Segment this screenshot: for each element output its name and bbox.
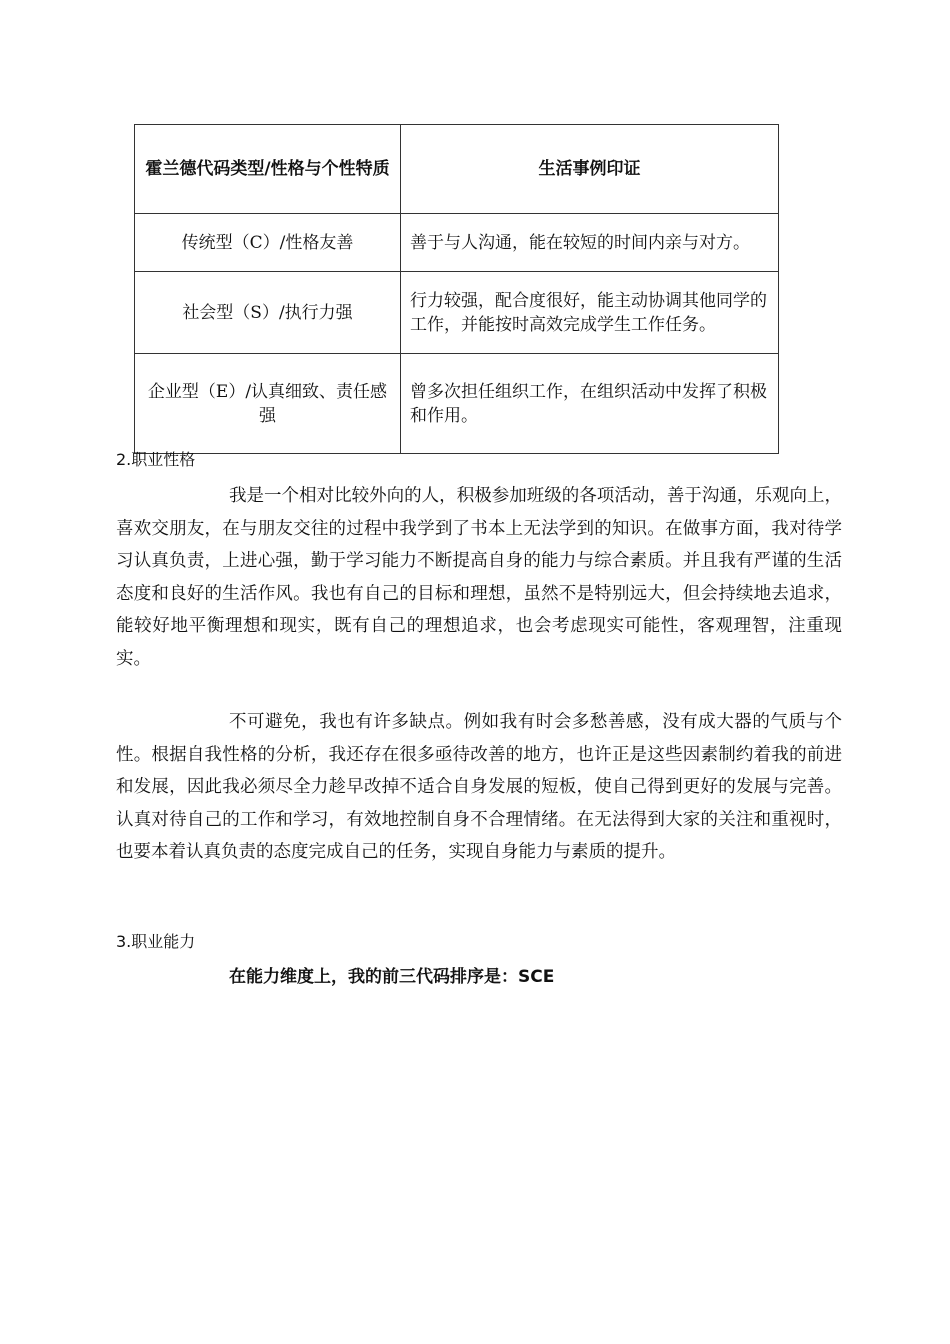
table-cell-type: 社会型（S）/执行力强 <box>135 272 401 354</box>
table-header-example: 生活事例印证 <box>401 125 779 214</box>
table-header-type: 霍兰德代码类型/性格与个性特质 <box>135 125 401 214</box>
paragraph-personality-strengths: 我是一个相对比较外向的人，积极参加班级的各项活动，善于沟通，乐观向上，喜欢交朋友，在与朋友交往的过程中我学到了书本上无法学到的知识。在做事方面，我对待学习认真负责，上进心强，勤于学习能力不断提高自身的能力与综合素质。并且我有严谨的生活态度和良好的生活作风。我也有自己的目标和理想，虽然不是特别远大，但会持续地去追求，能较好地平衡理想和现实，既有自己的理想追求，也会考虑现实可能性，客观理智，注重现实。 <box>116 486 842 669</box>
table-row <box>135 354 779 454</box>
holland-code-table <box>134 124 779 454</box>
paragraph-personality-weaknesses: 不可避免，我也有许多缺点。例如我有时会多愁善感，没有成大器的气质与个性。根据自我性格的分析，我还存在很多亟待改善的地方，也许正是这些因素制约着我的前进和发展，因此我必须尽全力趁早改掉不适合自身发展的短板，使自己得到更好的发展与完善。认真对待自己的工作和学习，有效地控制自身不合理情绪。在无法得到大家的关注和重视时，也要本着认真负责的态度完成自己的任务，实现自身能力与素质的提升。 <box>116 712 842 862</box>
table-cell-type: 传统型（C）/性格友善 <box>135 214 401 272</box>
table-cell-example: 行力较强，配合度很好，能主动协调其他同学的工作，并能按时高效完成学生工作任务。 <box>401 272 779 354</box>
table-row <box>135 272 779 354</box>
ability-code-statement: 在能力维度上，我的前三代码排序是：SCE <box>229 967 555 987</box>
section-heading-personality: 2.职业性格 <box>116 450 196 469</box>
table-cell-type: 企业型（E）/认真细致、责任感强 <box>135 354 401 454</box>
table-cell-example: 曾多次担任组织工作，在组织活动中发挥了积极和作用。 <box>401 354 779 454</box>
section-heading-ability: 3.职业能力 <box>116 932 196 951</box>
table-header-row <box>135 125 779 214</box>
table-row <box>135 214 779 272</box>
table-cell-example: 善于与人沟通，能在较短的时间内亲与对方。 <box>401 214 779 272</box>
